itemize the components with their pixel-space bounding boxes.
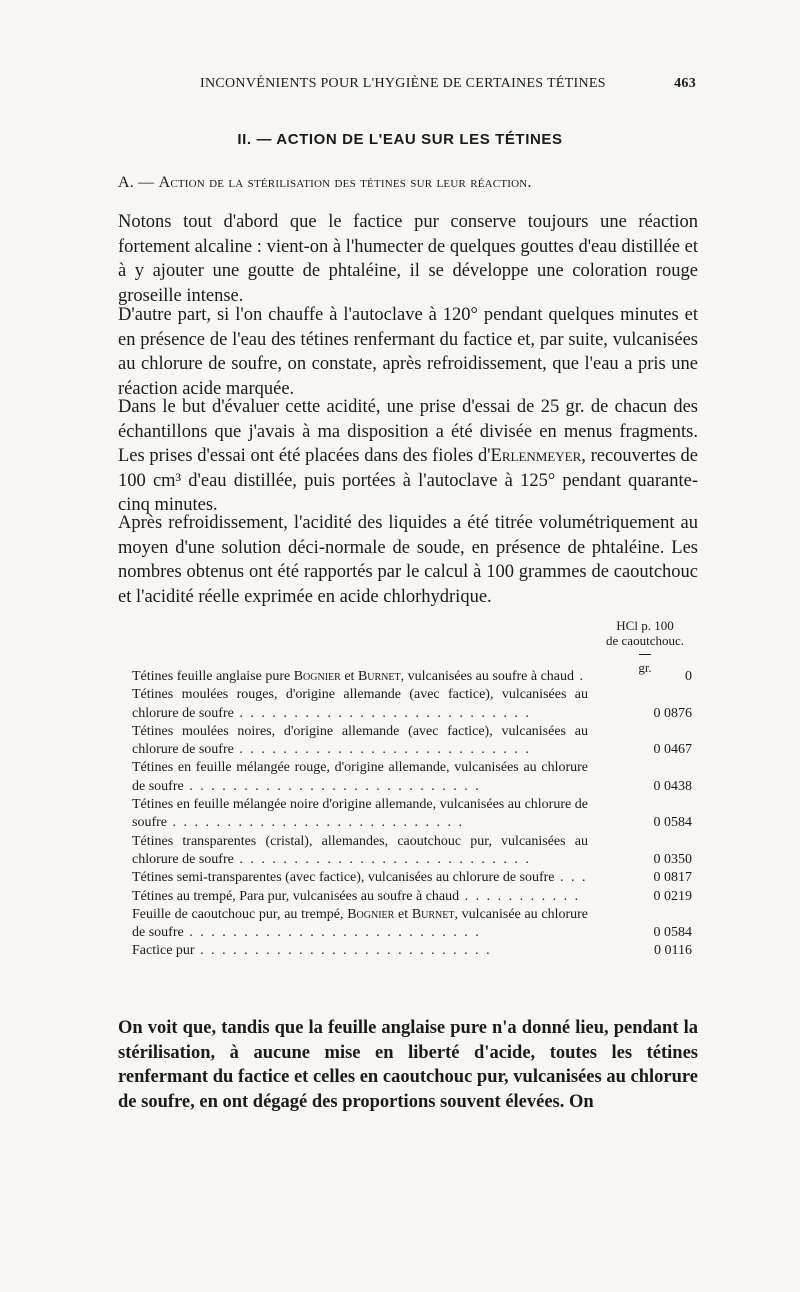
unit-rule <box>639 654 651 655</box>
row-label <box>132 942 588 960</box>
erlenmeyer-name: Erlenmeyer <box>490 446 582 467</box>
row-value: 0 0350 <box>653 851 692 867</box>
page-number: 463 <box>674 76 696 91</box>
section-heading: II. — ACTION DE L'EAU SUR LES TÉTINES <box>237 131 563 148</box>
column-unit: gr. <box>638 660 652 675</box>
leader-dots: . . . . . . . . . . . . . . . . . . . . . . . . . . . <box>233 705 531 721</box>
row-label <box>132 668 588 686</box>
table-row <box>132 833 692 870</box>
row-value: 0 0817 <box>653 870 692 886</box>
paragraph-1: Notons tout d'abord que le factice pur conserve toujours une réaction fortement alcaline : vient-on à l'humecter de quelques gouttes d'eau distillée et à y ajouter une goutte de phtaléine, il se développe une coloration rouge groseille intense. <box>118 212 698 306</box>
author-name: Burnet <box>357 669 401 684</box>
row-value: 0 0876 <box>653 705 692 721</box>
row-text: Tétines en feuille mélangée rouge, d'origine allemande, vulcanisées au chlorure de soufre <box>132 760 588 794</box>
row-value: 0 0467 <box>653 742 692 758</box>
row-value: 0 0116 <box>654 943 692 959</box>
leader-dots: . . . . . . . . . . . . . . . . . . . . . . . . . . . <box>183 925 481 941</box>
column-header-line2: de caoutchouc. <box>606 633 684 648</box>
table-row <box>132 796 692 833</box>
paragraph-3 <box>118 395 698 518</box>
paragraph-3-part-b: , recouvertes de 100 cm³ d'eau distillée, puis portées à l'autoclave à 125° pendant quarante-cinq minutes. <box>118 446 699 516</box>
table-column-header <box>590 618 700 675</box>
row-text: Tétines au trempé, Para pur, vulcanisées au soufre à chaud <box>132 888 460 904</box>
row-text: , vulcanisée au chlorure de soufre <box>132 906 588 941</box>
row-value: 0 0219 <box>653 888 692 904</box>
paragraph-3-part-a: Dans le but d'évaluer cette acidité, une prise d'essai de 25 gr. de chacun des échantillons que j'avais à ma disposition a été divisée en menus fragments. Les prises d'essai ont été placées dans des fioles d' <box>118 397 698 467</box>
author-name: Burnet <box>411 906 455 922</box>
leader-dots: . <box>574 669 585 684</box>
row-text: Tétines feuille anglaise pure <box>132 669 294 684</box>
row-text: Tétines en feuille mélangée noire d'origine allemande, vulcanisées au chlorure de soufre <box>132 797 588 831</box>
row-label <box>132 833 588 870</box>
row-text: , vulcanisées au soufre à chaud <box>400 669 574 684</box>
row-text: Tétines moulées rouges, d'origine allemande (avec factice), vulcanisées au chlorure de soufre <box>132 687 588 721</box>
row-text: Tétines moulées noires, d'origine allemande (avec factice), vulcanisées au chlorure de soufre <box>132 723 588 758</box>
row-label <box>132 796 588 833</box>
table-row <box>132 668 692 686</box>
author-name: Bognier <box>347 906 395 922</box>
leader-dots: . . . . . . . . . . . . . . . . . . . . . . . . . . . <box>167 815 464 831</box>
author-name: Bognier <box>293 669 341 684</box>
leader-dots: . . . . . . . . . . . . . . . . . . . . . . . . . . . <box>183 778 481 794</box>
subheading-prefix: A. — <box>118 174 159 191</box>
acidity-table <box>132 668 692 961</box>
table-row <box>132 686 692 723</box>
table-row <box>132 906 692 943</box>
row-text: Tétines transparentes (cristal), allemandes, caoutchouc pur, vulcanisées au chlorure de soufre <box>132 833 588 867</box>
row-label <box>132 723 588 760</box>
leader-dots: . . . . . . . . . . . . . . . . . . . . . . . . . . . <box>233 851 531 867</box>
row-value: 0 0584 <box>653 925 692 941</box>
column-header-line1: HCl p. 100 <box>616 618 674 633</box>
table-row <box>132 942 692 960</box>
leader-dots: . . . . . . . . . . . . . . . . . . . . . . . . . . . <box>233 742 531 758</box>
row-label <box>132 686 588 723</box>
leader-dots: . . . . . . . . . . . <box>459 888 581 904</box>
row-label <box>132 759 588 796</box>
leader-dots: . . . . . . . . . . . . . . . . . . . . . . . . . . . <box>194 943 492 959</box>
table-row <box>132 888 692 906</box>
table-row <box>132 869 692 887</box>
row-text: Tétines semi-transparentes (avec factice), vulcanisées au chlorure de soufre <box>132 870 555 886</box>
row-text: Feuille de caoutchouc pur, au trempé, <box>132 906 348 922</box>
subheading-text: Action de la stérilisation des tétines sur leur réaction. <box>158 174 532 191</box>
leader-dots: . . . <box>554 870 588 886</box>
paragraph-4: Après refroidissement, l'acidité des liquides a été titrée volumétriquement au moyen d'une solution déci-normale de soude, en présence de phtaléine. Les nombres obtenus ont été rapportés par le calcul à 100 grammes de caoutchouc et l'acidité réelle exprimée en acide chlorhydrique. <box>118 513 698 607</box>
table-row <box>132 759 692 796</box>
table-row <box>132 723 692 760</box>
row-label <box>132 869 588 887</box>
row-text: et <box>394 906 412 922</box>
row-value: 0 <box>685 669 692 684</box>
paragraph-2: D'autre part, si l'on chauffe à l'autoclave à 120° pendant quelques minutes et en présence de l'eau des tétines renfermant du factice et, par suite, vulcanisées au chlorure de soufre, on constate, après refroidissement, que l'eau a pris une réaction acide marquée. <box>118 305 698 399</box>
subheading <box>118 174 698 192</box>
row-text: et <box>340 669 358 684</box>
row-value: 0 0584 <box>653 815 692 831</box>
running-title: INCONVÉNIENTS POUR L'HYGIÈNE DE CERTAINES TÉTINES <box>200 76 606 91</box>
row-value: 0 0438 <box>653 778 692 794</box>
row-text: Factice pur <box>132 943 195 959</box>
paragraph-5: On voit que, tandis que la feuille anglaise pure n'a donné lieu, pendant la stérilisation, à aucune mise en liberté d'acide, toutes les tétines renfermant du factice et celles en caoutchouc pur, vulcanisées au chlorure de soufre, en ont dégagé des proportions souvent élevées. On <box>118 1018 698 1112</box>
row-label <box>132 888 588 906</box>
row-label <box>132 906 588 943</box>
